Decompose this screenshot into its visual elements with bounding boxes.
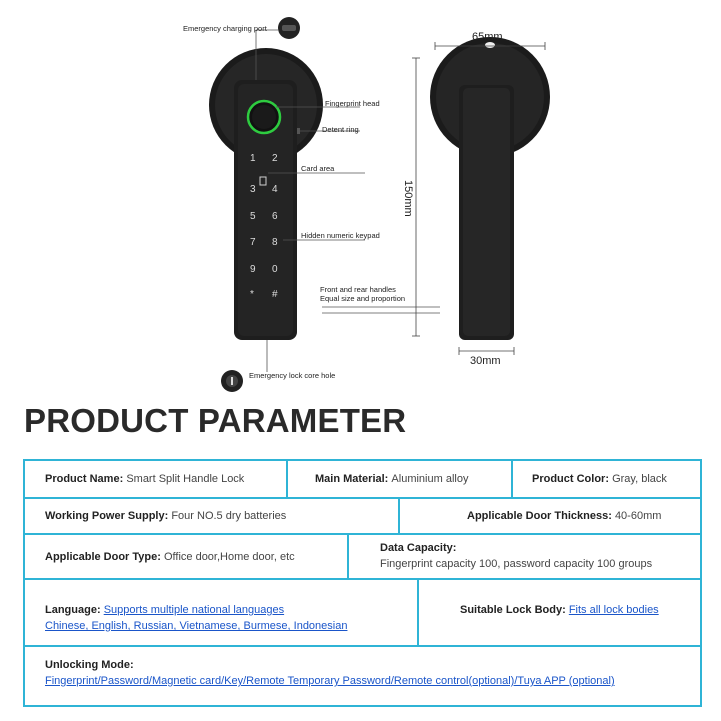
callout-keypad: Hidden numeric keypad bbox=[301, 231, 380, 240]
table-row bbox=[25, 535, 700, 580]
language-list-link[interactable]: Chinese, English, Russian, Vietnamese, Burmese, Indonesian bbox=[45, 620, 348, 632]
unlocking-mode-link[interactable]: Fingerprint/Password/Magnetic card/Key/Remote Temporary Password/Remote control(optional)/Tuya APP (optional) bbox=[45, 675, 615, 687]
keypad-key: 4 bbox=[272, 184, 278, 195]
keypad-key: 8 bbox=[272, 237, 278, 248]
keypad-key: 7 bbox=[250, 237, 256, 248]
keypad-key: 3 bbox=[250, 184, 256, 195]
language-support-link[interactable]: Supports multiple national languages bbox=[103, 604, 285, 616]
param-language: Language: Supports multiple national languages Chinese, English, Russian, Vietnamese, Burmese, Indonesian bbox=[25, 580, 419, 645]
callout-handles-line2: Equal size and proportion bbox=[320, 294, 406, 303]
callout-lock-core: Emergency lock core hole bbox=[249, 371, 336, 380]
callout-charging-port: Emergency charging port bbox=[183, 24, 267, 33]
callout-detent-ring: Detent ring bbox=[322, 125, 359, 134]
param-door-thickness: Applicable Door Thickness: 40-60mm bbox=[467, 510, 662, 522]
table-row bbox=[25, 461, 700, 499]
parameter-table bbox=[23, 459, 702, 707]
callout-fingerprint-head: Fingerprint head bbox=[325, 99, 380, 108]
dimension-depth: 30mm bbox=[470, 355, 501, 367]
param-door-type: Applicable Door Type: Office door,Home door, etc bbox=[25, 535, 349, 578]
param-power-supply: Working Power Supply: Four NO.5 dry batteries bbox=[25, 499, 400, 533]
keypad-key: 9 bbox=[250, 264, 256, 275]
table-row bbox=[25, 499, 700, 535]
keypad-key: 0 bbox=[272, 264, 278, 275]
param-unlocking-mode: Unlocking Mode: Fingerprint/Password/Magnetic card/Key/Remote Temporary Password/Remote control(optional)/Tuya APP (optional) bbox=[45, 659, 615, 687]
dimension-height: 150mm bbox=[402, 180, 414, 217]
dimension-width: 65mm bbox=[472, 31, 503, 43]
param-product-color: Product Color: Gray, black bbox=[532, 473, 667, 485]
keypad-key: 2 bbox=[272, 153, 278, 164]
keypad-key: 6 bbox=[272, 211, 278, 222]
param-product-name: Product Name: Smart Split Handle Lock bbox=[25, 461, 288, 497]
table-row bbox=[25, 580, 700, 647]
keypad-key: 1 bbox=[250, 153, 256, 164]
param-main-material: Main Material: Aluminium alloy bbox=[288, 461, 513, 497]
callout-card-area: Card area bbox=[301, 164, 335, 173]
keypad-key: * bbox=[250, 289, 254, 300]
keypad-key: # bbox=[272, 289, 278, 300]
keypad-key: 5 bbox=[250, 211, 256, 222]
section-title: PRODUCT PARAMETER bbox=[24, 402, 407, 439]
param-data-capacity: Data Capacity: Fingerprint capacity 100, password capacity 100 groups bbox=[380, 542, 653, 570]
table-row bbox=[25, 647, 700, 705]
lock-body-link[interactable]: Fits all lock bodies bbox=[568, 604, 659, 616]
param-lock-body: Suitable Lock Body: Fits all lock bodies bbox=[460, 604, 659, 616]
callout-handles-line1: Front and rear handles bbox=[320, 285, 396, 294]
